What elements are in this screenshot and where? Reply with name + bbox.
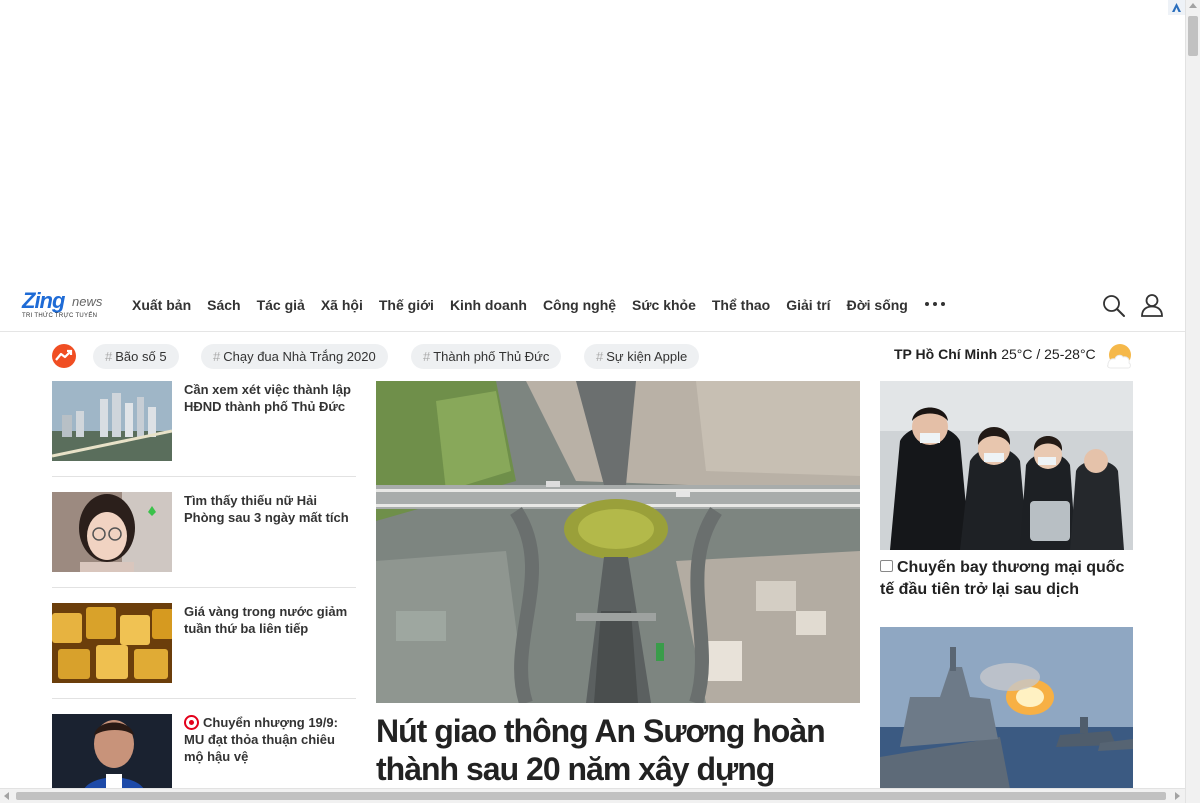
nav-item-xuat-ban[interactable]: Xuất bản [132,297,192,313]
logo-tagline: TRI THỨC TRỰC TUYẾN [22,313,98,319]
nav-item-tac-gia[interactable]: Tác giả [256,297,305,313]
list-item[interactable] [52,381,356,481]
scroll-right-icon[interactable] [1175,792,1180,800]
trending-tag[interactable] [584,344,699,369]
trending-tag[interactable] [201,344,388,369]
hash-symbol: # [213,349,221,364]
hash-symbol: # [596,349,604,364]
scrollbar-thumb[interactable] [16,792,1166,800]
search-icon[interactable] [1101,293,1127,319]
nav-item-doi-song[interactable]: Đời sống [846,297,908,313]
main-story-title[interactable]: Nút giao thông An Sương hoàn thành sau 20 năm xây dựng [376,713,825,787]
story-thumbnail[interactable] [52,492,172,572]
divider [52,587,356,588]
story-thumbnail[interactable] [880,627,1133,788]
left-story-list [52,381,356,788]
story-title[interactable] [880,557,1133,601]
hash-symbol: # [105,349,113,364]
tag-label: Sự kiện Apple [606,349,688,364]
list-item[interactable] [52,603,356,703]
tag-label: Thành phố Thủ Đức [433,349,550,364]
scrollbar-thumb[interactable] [1188,16,1198,56]
trending-icon[interactable] [52,344,76,368]
story-thumbnail[interactable] [52,603,172,683]
list-item[interactable] [52,714,356,788]
logo-brand: Zing [22,288,65,313]
story-title[interactable] [184,714,356,765]
scroll-up-icon[interactable] [1189,3,1197,8]
nav-item-xa-hoi[interactable]: Xã hội [320,297,363,313]
story-title[interactable]: Tìm thấy thiếu nữ Hải Phòng sau 3 ngày mất tích [184,493,349,525]
trending-tag[interactable] [93,344,179,369]
partly-cloudy-icon [1104,342,1134,370]
story-title[interactable]: Giá vàng trong nước giảm tuần thứ ba liên tiếp [184,604,348,636]
weather-city: TP Hồ Chí Minh [894,346,998,362]
advertisement-area [0,0,1185,280]
story-thumbnail[interactable] [880,381,1133,550]
site-header [0,280,1185,332]
logo-suffix: news [72,294,103,309]
nav-item-kinh-doanh[interactable]: Kinh doanh [449,297,527,313]
story-title-text: Chuyến bay thương mại quốc tế đầu tiên trở lại sau dịch [880,559,1125,598]
divider [52,698,356,699]
ellipsis-icon[interactable] [925,302,945,306]
main-nav [132,280,924,330]
photo-icon [880,560,893,572]
main-story-image[interactable] [376,381,860,703]
nav-item-giai-tri[interactable]: Giải trí [786,297,831,313]
horizontal-scrollbar[interactable] [0,788,1185,803]
weather-widget[interactable] [894,346,1096,362]
story-title-text: Chuyển nhượng 19/9: MU đạt thỏa thuận chiêu mộ hậu vệ [184,715,338,764]
story-title[interactable]: Cần xem xét việc thành lập HĐND thành phố Thủ Đức [184,382,351,414]
trending-tag[interactable] [411,344,561,369]
nav-item-the-gioi[interactable]: Thế giới [378,297,434,313]
site-logo[interactable] [22,288,122,324]
tag-label: Bão số 5 [115,349,167,364]
ad-choices-icon[interactable] [1168,0,1185,15]
vertical-scrollbar[interactable] [1185,0,1200,803]
trending-bar [0,331,1185,381]
nav-item-cong-nghe[interactable]: Công nghệ [542,297,617,313]
story-thumbnail[interactable] [52,381,172,461]
nav-item-sach[interactable]: Sách [207,297,241,313]
tag-label: Chạy đua Nhà Trắng 2020 [223,349,376,364]
nav-item-suc-khoe[interactable]: Sức khỏe [632,297,696,313]
list-item[interactable] [52,492,356,592]
nav-item-the-thao[interactable]: Thể thao [711,297,771,313]
scroll-left-icon[interactable] [4,792,9,800]
hash-symbol: # [423,349,431,364]
live-icon [184,715,199,730]
user-icon[interactable] [1139,292,1165,318]
divider [52,476,356,477]
right-story-list [880,381,1133,788]
weather-temp: 25°C / 25-28°C [1001,346,1096,362]
story-thumbnail[interactable] [52,714,172,788]
